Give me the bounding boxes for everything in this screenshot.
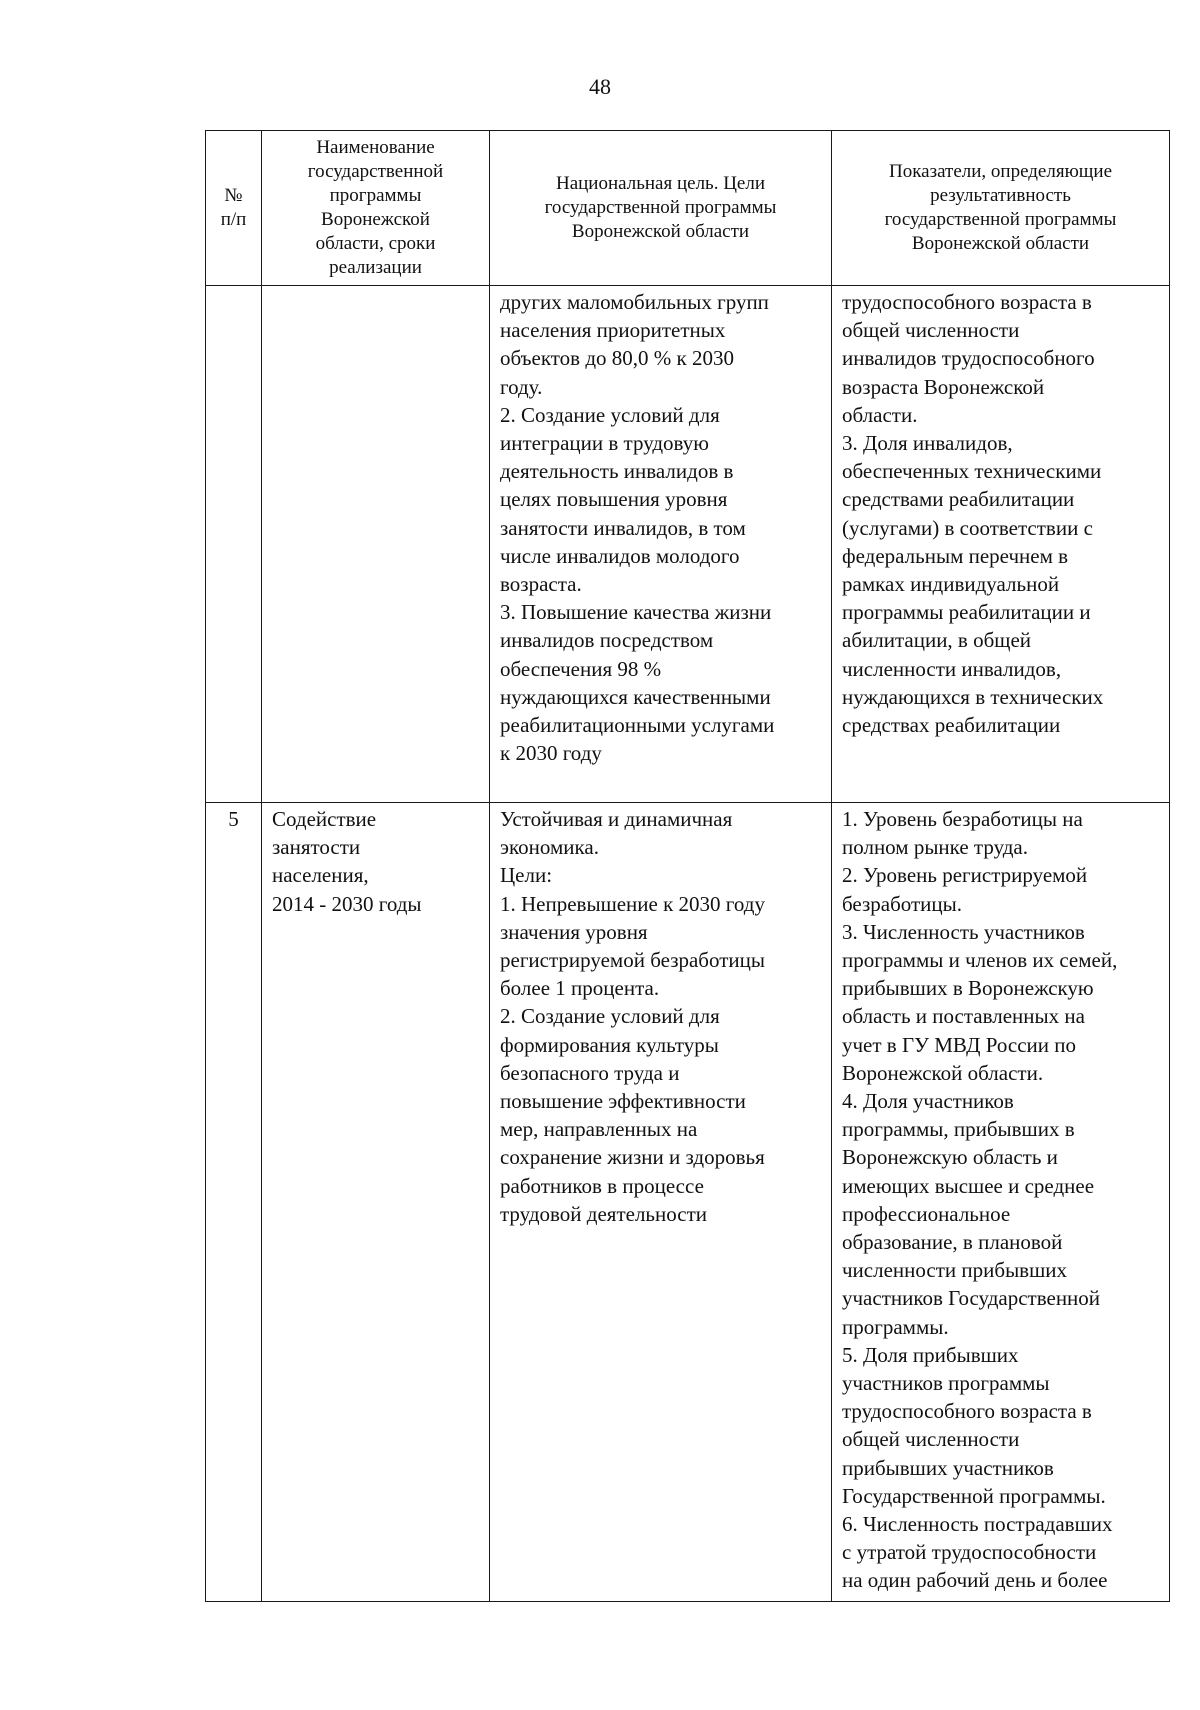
indicator-line: общей численности (842, 1427, 1020, 1452)
header-national-goal (490, 131, 832, 286)
indicator-line: прибывших в Воронежскую (842, 976, 1094, 1001)
goal-line: возраста. (500, 572, 582, 597)
goal-line: Цели: (500, 863, 553, 888)
programs-table (205, 130, 1170, 1602)
indicator-line: (услугами) в соответствии с (842, 515, 1093, 540)
goal-line: безопасного труда и (500, 1060, 680, 1085)
goal-line: 2. Создание условий для (500, 402, 720, 427)
indicator-line: 4. Доля участников (842, 1089, 1014, 1114)
indicator-line: средствами реабилитации (842, 487, 1075, 512)
goal-line: других маломобильных групп (500, 290, 769, 314)
goal-line: формирования культуры (500, 1032, 719, 1057)
goal-line: 2. Создание условий для (500, 1004, 720, 1029)
goals-cell (490, 803, 832, 1602)
goal-line: Устойчивая и динамичная (500, 807, 733, 831)
header-line: Наименование (316, 137, 435, 158)
goals-cell (490, 286, 832, 803)
indicator-line: инвалидов трудоспособного (842, 346, 1095, 371)
goal-line: значения уровня (500, 919, 648, 944)
indicator-line: численности прибывших (842, 1258, 1068, 1283)
header-line: результативность (930, 185, 1071, 206)
indicator-line: нуждающихся в технических (842, 684, 1104, 709)
goal-line: году. (500, 374, 543, 399)
indicator-line: с утратой трудоспособности (842, 1540, 1097, 1565)
goal-line: деятельность инвалидов в (500, 459, 734, 484)
goal-line: реабилитационными услугами (500, 713, 775, 738)
goal-line: нуждающихся качественными (500, 684, 771, 709)
program-name-line: населения, (272, 863, 369, 888)
header-number (206, 131, 262, 286)
indicator-line: имеющих высшее и среднее (842, 1173, 1095, 1198)
table-row (206, 803, 1170, 1602)
indicator-line: участников программы (842, 1371, 1050, 1396)
header-program-name (262, 131, 490, 286)
header-line: п/п (220, 209, 247, 230)
goal-line: сохранение жизни и здоровья (500, 1145, 765, 1170)
indicator-line: 5. Доля прибывших (842, 1342, 1019, 1367)
header-line: программы (329, 185, 422, 206)
header-line: № (224, 185, 243, 206)
goal-line: более 1 процента. (500, 976, 660, 1001)
indicator-line: обеспеченных техническими (842, 459, 1102, 484)
indicator-line: образование, в плановой (842, 1230, 1063, 1255)
indicator-line: трудоспособного возраста в (842, 290, 1092, 314)
indicator-line: на один рабочий день и более (842, 1568, 1108, 1593)
header-line: Воронежской (321, 209, 430, 230)
indicator-line: Государственной программы. (842, 1483, 1106, 1508)
row-number: 5 (206, 803, 262, 1602)
goal-line: обеспечения 98 % (500, 656, 662, 681)
indicator-line: 1. Уровень безработицы на (842, 807, 1083, 831)
goal-line: инвалидов посредством (500, 628, 714, 653)
indicator-line: прибывших участников (842, 1455, 1054, 1480)
header-line: области, сроки (315, 233, 436, 254)
program-name-line: занятости (272, 835, 361, 860)
header-indicators (832, 131, 1170, 286)
indicator-line: полном рынке труда. (842, 835, 1029, 860)
indicator-line: абилитации, в общей (842, 628, 1032, 653)
indicator-line: 6. Численность пострадавших (842, 1512, 1113, 1537)
indicator-line: Воронежскую область и (842, 1145, 1058, 1170)
indicators-cell (832, 803, 1170, 1602)
goal-line: повышение эффективности (500, 1089, 746, 1114)
goal-line: занятости инвалидов, в том (500, 515, 746, 540)
indicator-line: рамках индивидуальной (842, 572, 1060, 597)
program-name-cell (262, 803, 490, 1602)
table-header-row (206, 131, 1170, 286)
table-row (206, 286, 1170, 803)
indicator-line: Воронежской области. (842, 1060, 1044, 1085)
header-line: Воронежской области (911, 233, 1090, 254)
goal-line: целях повышения уровня (500, 487, 728, 512)
indicator-line: общей численности (842, 318, 1020, 343)
goal-line: регистрируемой безработицы (500, 948, 765, 973)
header-line: государственной программы (884, 209, 1117, 230)
indicator-line: программы реабилитации и (842, 600, 1091, 625)
indicator-line: 2. Уровень регистрируемой (842, 863, 1088, 888)
program-name-line: Содействие (272, 807, 377, 831)
header-line: Воронежской области (571, 221, 750, 242)
header-line: Национальная цель. Цели (555, 173, 766, 194)
goal-line: населения приоритетных (500, 318, 726, 343)
goal-line: экономика. (500, 835, 599, 860)
indicator-line: участников Государственной (842, 1286, 1101, 1311)
header-line: государственной (307, 161, 444, 182)
indicator-line: 3. Численность участников (842, 919, 1085, 944)
indicator-line: программы и членов их семей, (842, 948, 1118, 973)
indicator-line: программы, прибывших в (842, 1117, 1075, 1142)
indicators-cell (832, 286, 1170, 803)
indicator-line: программы. (842, 1314, 949, 1339)
page-number: 48 (589, 74, 611, 99)
indicator-line: области. (842, 402, 918, 427)
goal-line: мер, направленных на (500, 1117, 698, 1142)
row-number (206, 286, 262, 803)
goal-line: к 2030 году (500, 741, 602, 766)
indicator-line: численности инвалидов, (842, 656, 1062, 681)
goal-line: числе инвалидов молодого (500, 543, 740, 568)
header-line: реализации (329, 257, 422, 278)
goal-line: трудовой деятельности (500, 1201, 707, 1226)
header-line: государственной программы (544, 197, 777, 218)
indicator-line: безработицы. (842, 891, 963, 916)
header-line: Показатели, определяющие (888, 161, 1113, 182)
indicator-line: возраста Воронежской (842, 374, 1045, 399)
goal-line: объектов до 80,0 % к 2030 (500, 346, 734, 371)
program-name-line: 2014 - 2030 годы (272, 891, 422, 916)
goal-line: 3. Повышение качества жизни (500, 600, 772, 625)
indicator-line: 3. Доля инвалидов, (842, 431, 1013, 456)
indicator-line: учет в ГУ МВД России по (842, 1032, 1076, 1057)
goal-line: интеграции в трудовую (500, 431, 709, 456)
program-name-cell (262, 286, 490, 803)
indicator-line: средствах реабилитации (842, 713, 1061, 738)
indicator-line: область и поставленных на (842, 1004, 1085, 1029)
goal-line: 1. Непревышение к 2030 году (500, 891, 765, 916)
goal-line: работников в процессе (500, 1173, 704, 1198)
indicator-line: профессиональное (842, 1201, 1011, 1226)
indicator-line: федеральным перечнем в (842, 543, 1069, 568)
indicator-line: трудоспособного возраста в (842, 1399, 1092, 1424)
